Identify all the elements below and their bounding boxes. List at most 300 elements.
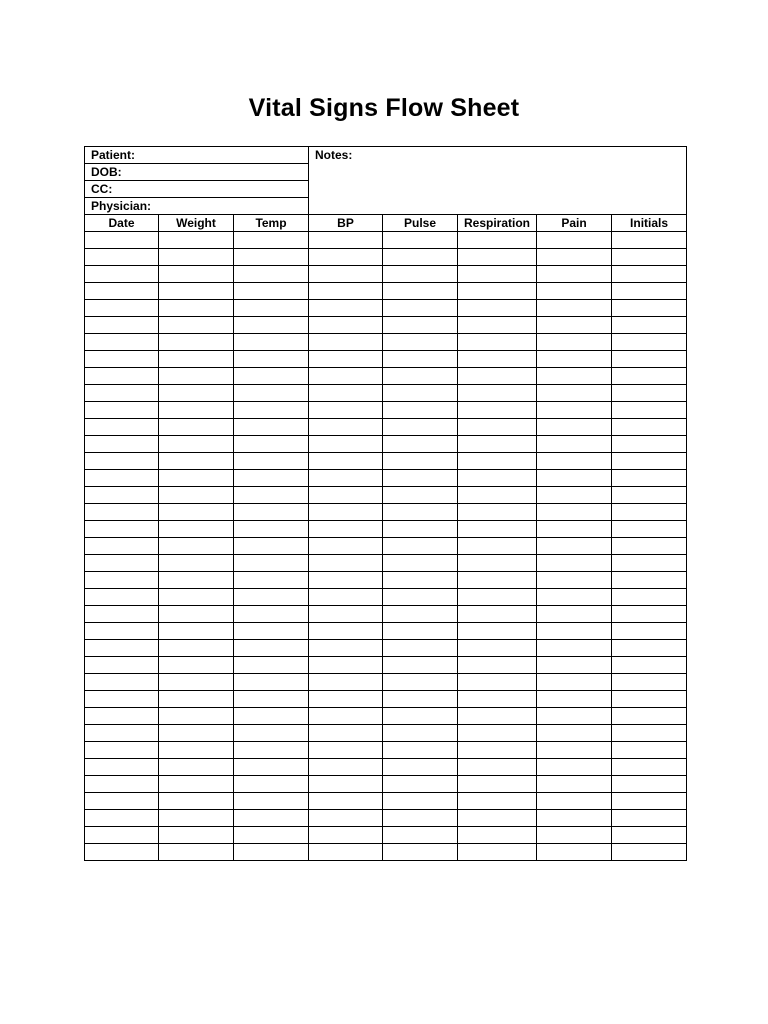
cell-pain[interactable] bbox=[537, 742, 612, 759]
cell-pulse[interactable] bbox=[383, 334, 458, 351]
cell-respiration[interactable] bbox=[458, 623, 537, 640]
cell-date[interactable] bbox=[85, 249, 159, 266]
cell-date[interactable] bbox=[85, 351, 159, 368]
cell-weight[interactable] bbox=[159, 419, 234, 436]
cell-initials[interactable] bbox=[612, 623, 687, 640]
cell-weight[interactable] bbox=[159, 232, 234, 249]
cell-temp[interactable] bbox=[234, 232, 309, 249]
cell-weight[interactable] bbox=[159, 504, 234, 521]
cell-date[interactable] bbox=[85, 657, 159, 674]
cell-weight[interactable] bbox=[159, 691, 234, 708]
cell-respiration[interactable] bbox=[458, 708, 537, 725]
cell-initials[interactable] bbox=[612, 674, 687, 691]
cell-weight[interactable] bbox=[159, 606, 234, 623]
cell-temp[interactable] bbox=[234, 504, 309, 521]
cell-date[interactable] bbox=[85, 674, 159, 691]
cell-bp[interactable] bbox=[309, 385, 383, 402]
cell-respiration[interactable] bbox=[458, 266, 537, 283]
cell-initials[interactable] bbox=[612, 691, 687, 708]
cell-date[interactable] bbox=[85, 742, 159, 759]
cell-temp[interactable] bbox=[234, 249, 309, 266]
cell-temp[interactable] bbox=[234, 317, 309, 334]
cell-respiration[interactable] bbox=[458, 351, 537, 368]
cell-date[interactable] bbox=[85, 538, 159, 555]
cell-respiration[interactable] bbox=[458, 436, 537, 453]
cell-initials[interactable] bbox=[612, 555, 687, 572]
cell-pain[interactable] bbox=[537, 249, 612, 266]
cell-temp[interactable] bbox=[234, 572, 309, 589]
cell-pulse[interactable] bbox=[383, 470, 458, 487]
cell-weight[interactable] bbox=[159, 470, 234, 487]
cell-pulse[interactable] bbox=[383, 453, 458, 470]
cell-bp[interactable] bbox=[309, 725, 383, 742]
cell-pain[interactable] bbox=[537, 402, 612, 419]
cell-pulse[interactable] bbox=[383, 419, 458, 436]
cell-bp[interactable] bbox=[309, 521, 383, 538]
cell-pain[interactable] bbox=[537, 572, 612, 589]
cell-pain[interactable] bbox=[537, 606, 612, 623]
cell-pulse[interactable] bbox=[383, 793, 458, 810]
cell-bp[interactable] bbox=[309, 351, 383, 368]
cell-bp[interactable] bbox=[309, 453, 383, 470]
cell-weight[interactable] bbox=[159, 725, 234, 742]
cell-pain[interactable] bbox=[537, 487, 612, 504]
cell-weight[interactable] bbox=[159, 487, 234, 504]
cell-initials[interactable] bbox=[612, 368, 687, 385]
cell-pulse[interactable] bbox=[383, 810, 458, 827]
cell-initials[interactable] bbox=[612, 249, 687, 266]
notes-field[interactable]: Notes: bbox=[309, 147, 687, 215]
cell-respiration[interactable] bbox=[458, 691, 537, 708]
cell-bp[interactable] bbox=[309, 708, 383, 725]
cell-bp[interactable] bbox=[309, 317, 383, 334]
cell-respiration[interactable] bbox=[458, 453, 537, 470]
cell-bp[interactable] bbox=[309, 691, 383, 708]
cell-date[interactable] bbox=[85, 572, 159, 589]
cell-bp[interactable] bbox=[309, 402, 383, 419]
cell-initials[interactable] bbox=[612, 640, 687, 657]
cell-pulse[interactable] bbox=[383, 538, 458, 555]
cell-pulse[interactable] bbox=[383, 385, 458, 402]
cell-initials[interactable] bbox=[612, 487, 687, 504]
cell-date[interactable] bbox=[85, 623, 159, 640]
cell-pulse[interactable] bbox=[383, 708, 458, 725]
cell-weight[interactable] bbox=[159, 844, 234, 861]
cell-pain[interactable] bbox=[537, 504, 612, 521]
cell-bp[interactable] bbox=[309, 538, 383, 555]
cell-pulse[interactable] bbox=[383, 249, 458, 266]
cell-date[interactable] bbox=[85, 368, 159, 385]
cell-pain[interactable] bbox=[537, 266, 612, 283]
cell-initials[interactable] bbox=[612, 742, 687, 759]
cell-weight[interactable] bbox=[159, 776, 234, 793]
cell-respiration[interactable] bbox=[458, 368, 537, 385]
patient-field[interactable]: Patient: bbox=[85, 147, 309, 164]
cell-initials[interactable] bbox=[612, 606, 687, 623]
cell-respiration[interactable] bbox=[458, 725, 537, 742]
cell-initials[interactable] bbox=[612, 810, 687, 827]
cell-date[interactable] bbox=[85, 419, 159, 436]
cell-temp[interactable] bbox=[234, 555, 309, 572]
cell-respiration[interactable] bbox=[458, 657, 537, 674]
cc-field[interactable]: CC: bbox=[85, 181, 309, 198]
cell-temp[interactable] bbox=[234, 470, 309, 487]
cell-bp[interactable] bbox=[309, 572, 383, 589]
cell-pain[interactable] bbox=[537, 385, 612, 402]
cell-bp[interactable] bbox=[309, 504, 383, 521]
dob-field[interactable]: DOB: bbox=[85, 164, 309, 181]
cell-pain[interactable] bbox=[537, 334, 612, 351]
cell-date[interactable] bbox=[85, 232, 159, 249]
cell-temp[interactable] bbox=[234, 334, 309, 351]
cell-weight[interactable] bbox=[159, 555, 234, 572]
cell-pulse[interactable] bbox=[383, 436, 458, 453]
cell-bp[interactable] bbox=[309, 742, 383, 759]
cell-pulse[interactable] bbox=[383, 742, 458, 759]
cell-bp[interactable] bbox=[309, 232, 383, 249]
cell-temp[interactable] bbox=[234, 368, 309, 385]
cell-bp[interactable] bbox=[309, 487, 383, 504]
cell-date[interactable] bbox=[85, 589, 159, 606]
cell-bp[interactable] bbox=[309, 266, 383, 283]
cell-pain[interactable] bbox=[537, 589, 612, 606]
cell-temp[interactable] bbox=[234, 742, 309, 759]
cell-bp[interactable] bbox=[309, 674, 383, 691]
cell-date[interactable] bbox=[85, 521, 159, 538]
cell-pulse[interactable] bbox=[383, 623, 458, 640]
cell-temp[interactable] bbox=[234, 453, 309, 470]
cell-bp[interactable] bbox=[309, 555, 383, 572]
cell-pulse[interactable] bbox=[383, 759, 458, 776]
cell-temp[interactable] bbox=[234, 300, 309, 317]
cell-initials[interactable] bbox=[612, 504, 687, 521]
cell-temp[interactable] bbox=[234, 589, 309, 606]
cell-temp[interactable] bbox=[234, 623, 309, 640]
cell-temp[interactable] bbox=[234, 674, 309, 691]
cell-date[interactable] bbox=[85, 317, 159, 334]
cell-initials[interactable] bbox=[612, 317, 687, 334]
cell-initials[interactable] bbox=[612, 470, 687, 487]
cell-respiration[interactable] bbox=[458, 334, 537, 351]
cell-pulse[interactable] bbox=[383, 844, 458, 861]
cell-temp[interactable] bbox=[234, 844, 309, 861]
cell-weight[interactable] bbox=[159, 827, 234, 844]
cell-initials[interactable] bbox=[612, 725, 687, 742]
cell-initials[interactable] bbox=[612, 589, 687, 606]
cell-initials[interactable] bbox=[612, 572, 687, 589]
cell-pain[interactable] bbox=[537, 368, 612, 385]
cell-pain[interactable] bbox=[537, 725, 612, 742]
cell-pain[interactable] bbox=[537, 232, 612, 249]
cell-temp[interactable] bbox=[234, 691, 309, 708]
cell-weight[interactable] bbox=[159, 793, 234, 810]
cell-bp[interactable] bbox=[309, 810, 383, 827]
cell-weight[interactable] bbox=[159, 759, 234, 776]
cell-initials[interactable] bbox=[612, 266, 687, 283]
cell-respiration[interactable] bbox=[458, 402, 537, 419]
cell-bp[interactable] bbox=[309, 419, 383, 436]
cell-pain[interactable] bbox=[537, 708, 612, 725]
cell-temp[interactable] bbox=[234, 402, 309, 419]
cell-initials[interactable] bbox=[612, 827, 687, 844]
cell-pain[interactable] bbox=[537, 283, 612, 300]
cell-pain[interactable] bbox=[537, 844, 612, 861]
cell-date[interactable] bbox=[85, 504, 159, 521]
cell-date[interactable] bbox=[85, 436, 159, 453]
cell-initials[interactable] bbox=[612, 844, 687, 861]
cell-bp[interactable] bbox=[309, 759, 383, 776]
cell-weight[interactable] bbox=[159, 572, 234, 589]
cell-initials[interactable] bbox=[612, 300, 687, 317]
cell-pulse[interactable] bbox=[383, 283, 458, 300]
cell-date[interactable] bbox=[85, 708, 159, 725]
cell-temp[interactable] bbox=[234, 385, 309, 402]
cell-respiration[interactable] bbox=[458, 538, 537, 555]
cell-bp[interactable] bbox=[309, 300, 383, 317]
cell-initials[interactable] bbox=[612, 453, 687, 470]
cell-bp[interactable] bbox=[309, 623, 383, 640]
cell-bp[interactable] bbox=[309, 793, 383, 810]
cell-date[interactable] bbox=[85, 759, 159, 776]
cell-weight[interactable] bbox=[159, 351, 234, 368]
cell-temp[interactable] bbox=[234, 521, 309, 538]
cell-date[interactable] bbox=[85, 487, 159, 504]
cell-temp[interactable] bbox=[234, 657, 309, 674]
cell-respiration[interactable] bbox=[458, 674, 537, 691]
cell-respiration[interactable] bbox=[458, 283, 537, 300]
cell-initials[interactable] bbox=[612, 334, 687, 351]
cell-pain[interactable] bbox=[537, 776, 612, 793]
cell-weight[interactable] bbox=[159, 742, 234, 759]
cell-pulse[interactable] bbox=[383, 640, 458, 657]
cell-pain[interactable] bbox=[537, 759, 612, 776]
cell-date[interactable] bbox=[85, 555, 159, 572]
cell-weight[interactable] bbox=[159, 317, 234, 334]
cell-respiration[interactable] bbox=[458, 810, 537, 827]
cell-temp[interactable] bbox=[234, 266, 309, 283]
cell-bp[interactable] bbox=[309, 606, 383, 623]
cell-pulse[interactable] bbox=[383, 776, 458, 793]
cell-date[interactable] bbox=[85, 470, 159, 487]
cell-pulse[interactable] bbox=[383, 402, 458, 419]
cell-pain[interactable] bbox=[537, 436, 612, 453]
cell-respiration[interactable] bbox=[458, 487, 537, 504]
cell-temp[interactable] bbox=[234, 487, 309, 504]
cell-temp[interactable] bbox=[234, 640, 309, 657]
cell-initials[interactable] bbox=[612, 436, 687, 453]
cell-date[interactable] bbox=[85, 640, 159, 657]
cell-temp[interactable] bbox=[234, 283, 309, 300]
cell-respiration[interactable] bbox=[458, 317, 537, 334]
cell-pain[interactable] bbox=[537, 317, 612, 334]
cell-weight[interactable] bbox=[159, 538, 234, 555]
cell-initials[interactable] bbox=[612, 793, 687, 810]
physician-field[interactable]: Physician: bbox=[85, 198, 309, 215]
cell-weight[interactable] bbox=[159, 334, 234, 351]
cell-weight[interactable] bbox=[159, 283, 234, 300]
cell-bp[interactable] bbox=[309, 436, 383, 453]
cell-bp[interactable] bbox=[309, 640, 383, 657]
cell-temp[interactable] bbox=[234, 810, 309, 827]
cell-date[interactable] bbox=[85, 283, 159, 300]
cell-date[interactable] bbox=[85, 725, 159, 742]
cell-pain[interactable] bbox=[537, 640, 612, 657]
cell-respiration[interactable] bbox=[458, 589, 537, 606]
cell-initials[interactable] bbox=[612, 759, 687, 776]
cell-weight[interactable] bbox=[159, 640, 234, 657]
cell-respiration[interactable] bbox=[458, 385, 537, 402]
cell-initials[interactable] bbox=[612, 776, 687, 793]
cell-pain[interactable] bbox=[537, 674, 612, 691]
cell-pulse[interactable] bbox=[383, 606, 458, 623]
cell-pulse[interactable] bbox=[383, 368, 458, 385]
cell-initials[interactable] bbox=[612, 521, 687, 538]
cell-respiration[interactable] bbox=[458, 470, 537, 487]
cell-respiration[interactable] bbox=[458, 606, 537, 623]
cell-initials[interactable] bbox=[612, 657, 687, 674]
cell-pulse[interactable] bbox=[383, 555, 458, 572]
cell-date[interactable] bbox=[85, 606, 159, 623]
cell-pain[interactable] bbox=[537, 538, 612, 555]
cell-date[interactable] bbox=[85, 691, 159, 708]
cell-respiration[interactable] bbox=[458, 555, 537, 572]
cell-weight[interactable] bbox=[159, 657, 234, 674]
cell-pain[interactable] bbox=[537, 453, 612, 470]
cell-pulse[interactable] bbox=[383, 504, 458, 521]
cell-temp[interactable] bbox=[234, 725, 309, 742]
cell-initials[interactable] bbox=[612, 708, 687, 725]
cell-date[interactable] bbox=[85, 827, 159, 844]
cell-weight[interactable] bbox=[159, 708, 234, 725]
cell-bp[interactable] bbox=[309, 657, 383, 674]
cell-temp[interactable] bbox=[234, 606, 309, 623]
cell-date[interactable] bbox=[85, 300, 159, 317]
cell-weight[interactable] bbox=[159, 674, 234, 691]
cell-pain[interactable] bbox=[537, 419, 612, 436]
cell-temp[interactable] bbox=[234, 759, 309, 776]
cell-pain[interactable] bbox=[537, 810, 612, 827]
cell-bp[interactable] bbox=[309, 844, 383, 861]
cell-pain[interactable] bbox=[537, 623, 612, 640]
cell-weight[interactable] bbox=[159, 453, 234, 470]
cell-respiration[interactable] bbox=[458, 827, 537, 844]
cell-respiration[interactable] bbox=[458, 419, 537, 436]
cell-date[interactable] bbox=[85, 402, 159, 419]
cell-pulse[interactable] bbox=[383, 351, 458, 368]
cell-weight[interactable] bbox=[159, 266, 234, 283]
cell-pulse[interactable] bbox=[383, 827, 458, 844]
cell-pain[interactable] bbox=[537, 827, 612, 844]
cell-weight[interactable] bbox=[159, 368, 234, 385]
cell-pulse[interactable] bbox=[383, 317, 458, 334]
cell-initials[interactable] bbox=[612, 232, 687, 249]
cell-weight[interactable] bbox=[159, 521, 234, 538]
cell-respiration[interactable] bbox=[458, 844, 537, 861]
cell-pulse[interactable] bbox=[383, 572, 458, 589]
cell-bp[interactable] bbox=[309, 283, 383, 300]
cell-weight[interactable] bbox=[159, 623, 234, 640]
cell-respiration[interactable] bbox=[458, 249, 537, 266]
cell-pulse[interactable] bbox=[383, 589, 458, 606]
cell-pulse[interactable] bbox=[383, 674, 458, 691]
cell-weight[interactable] bbox=[159, 385, 234, 402]
cell-respiration[interactable] bbox=[458, 793, 537, 810]
cell-temp[interactable] bbox=[234, 351, 309, 368]
cell-temp[interactable] bbox=[234, 708, 309, 725]
cell-respiration[interactable] bbox=[458, 759, 537, 776]
cell-pain[interactable] bbox=[537, 470, 612, 487]
cell-weight[interactable] bbox=[159, 402, 234, 419]
cell-pulse[interactable] bbox=[383, 232, 458, 249]
cell-respiration[interactable] bbox=[458, 232, 537, 249]
cell-pulse[interactable] bbox=[383, 521, 458, 538]
cell-pain[interactable] bbox=[537, 691, 612, 708]
cell-date[interactable] bbox=[85, 776, 159, 793]
cell-temp[interactable] bbox=[234, 793, 309, 810]
cell-respiration[interactable] bbox=[458, 572, 537, 589]
cell-bp[interactable] bbox=[309, 470, 383, 487]
cell-pain[interactable] bbox=[537, 300, 612, 317]
cell-respiration[interactable] bbox=[458, 776, 537, 793]
cell-date[interactable] bbox=[85, 810, 159, 827]
cell-temp[interactable] bbox=[234, 419, 309, 436]
cell-date[interactable] bbox=[85, 385, 159, 402]
cell-bp[interactable] bbox=[309, 368, 383, 385]
cell-initials[interactable] bbox=[612, 419, 687, 436]
cell-weight[interactable] bbox=[159, 249, 234, 266]
cell-pain[interactable] bbox=[537, 521, 612, 538]
cell-temp[interactable] bbox=[234, 827, 309, 844]
cell-date[interactable] bbox=[85, 266, 159, 283]
cell-bp[interactable] bbox=[309, 827, 383, 844]
cell-pain[interactable] bbox=[537, 793, 612, 810]
cell-temp[interactable] bbox=[234, 776, 309, 793]
cell-initials[interactable] bbox=[612, 402, 687, 419]
cell-temp[interactable] bbox=[234, 436, 309, 453]
cell-bp[interactable] bbox=[309, 334, 383, 351]
cell-initials[interactable] bbox=[612, 385, 687, 402]
cell-date[interactable] bbox=[85, 844, 159, 861]
cell-pain[interactable] bbox=[537, 555, 612, 572]
cell-initials[interactable] bbox=[612, 538, 687, 555]
cell-weight[interactable] bbox=[159, 300, 234, 317]
cell-respiration[interactable] bbox=[458, 521, 537, 538]
cell-bp[interactable] bbox=[309, 776, 383, 793]
cell-weight[interactable] bbox=[159, 589, 234, 606]
cell-respiration[interactable] bbox=[458, 300, 537, 317]
cell-bp[interactable] bbox=[309, 249, 383, 266]
cell-pulse[interactable] bbox=[383, 266, 458, 283]
cell-pulse[interactable] bbox=[383, 300, 458, 317]
cell-initials[interactable] bbox=[612, 283, 687, 300]
cell-pulse[interactable] bbox=[383, 725, 458, 742]
cell-pulse[interactable] bbox=[383, 657, 458, 674]
cell-respiration[interactable] bbox=[458, 640, 537, 657]
cell-initials[interactable] bbox=[612, 351, 687, 368]
cell-pulse[interactable] bbox=[383, 691, 458, 708]
cell-weight[interactable] bbox=[159, 810, 234, 827]
cell-weight[interactable] bbox=[159, 436, 234, 453]
cell-date[interactable] bbox=[85, 793, 159, 810]
cell-date[interactable] bbox=[85, 453, 159, 470]
cell-pain[interactable] bbox=[537, 351, 612, 368]
cell-pulse[interactable] bbox=[383, 487, 458, 504]
cell-pain[interactable] bbox=[537, 657, 612, 674]
cell-temp[interactable] bbox=[234, 538, 309, 555]
cell-date[interactable] bbox=[85, 334, 159, 351]
cell-respiration[interactable] bbox=[458, 504, 537, 521]
cell-respiration[interactable] bbox=[458, 742, 537, 759]
